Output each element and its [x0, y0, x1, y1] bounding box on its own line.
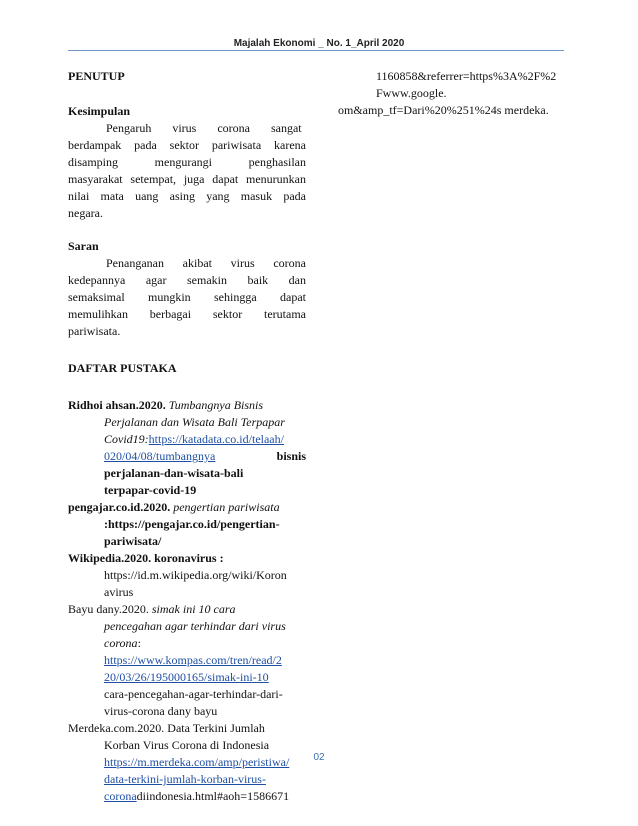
ref-title-cont: Perjalanan dan Wisata Bali Terpapar	[104, 415, 285, 429]
ref-link[interactable]: https://m.merdeka.com/amp/peristiwa/	[104, 755, 290, 769]
saran-line-1: Penanganan akibat virus corona	[106, 256, 306, 270]
ref-continuation-line: Fwww.google.	[376, 86, 447, 100]
ref-author: pengajar.co.id.2020.	[68, 500, 171, 514]
ref-url-text: virus-corona dany bayu	[104, 704, 218, 718]
ref-title-cont: Covid19:	[104, 432, 149, 446]
kesimpulan-line-4: masyarakat setempat, juga dapat menurunkan	[68, 172, 306, 186]
ref-title: Tumbangnya Bisnis	[168, 398, 264, 412]
ref-colon: :	[137, 636, 141, 650]
ref-url-text: :https://pengajar.co.id/pengertian-	[104, 517, 280, 531]
saran-line-5: pariwisata.	[68, 324, 121, 338]
ref-title: pengertian pariwisata	[173, 500, 280, 514]
ref-url-text: https://id.m.wikipedia.org/wiki/Koron	[104, 568, 287, 582]
right-column	[318, 68, 566, 119]
saran-line-4: memulihkan berbagai sektor terutama	[68, 307, 306, 321]
ref-link[interactable]: 020/04/08/tumbangnya	[104, 449, 216, 463]
ref-author: Merdeka.com.2020. Data Terkini Jumlah	[68, 721, 265, 735]
kesimpulan-line-1: Pengaruh virus corona sangat	[106, 121, 302, 135]
reference-wikipedia	[68, 550, 306, 601]
kesimpulan-line-3: disamping mengurangi penghasilan	[68, 155, 306, 169]
kesimpulan-line-2: berdampak pada sektor pariwisata karena	[68, 138, 306, 152]
ref-author: Ridhoi ahsan.2020.	[68, 398, 166, 412]
running-header: Majalah Ekonomi _ No. 1_April 2020	[233, 38, 405, 49]
ref-bold-text: perjalanan-dan-wisata-bali	[104, 466, 244, 480]
ref-author: Wikipedia.2020. koronavirus :	[68, 551, 224, 565]
ref-link[interactable]: https://www.kompas.com/tren/read/2	[104, 653, 282, 667]
ref-link[interactable]: 20/03/26/195000165/simak-ini-10	[104, 670, 269, 684]
ref-continuation-line: om&amp_tf=Dari%20%251%24s merdeka.	[338, 103, 549, 117]
ref-title-cont: pencegahan agar terhindar dari virus	[104, 619, 286, 633]
ref-url-text: cara-pencegahan-agar-terhindar-dari-	[104, 687, 283, 701]
saran-paragraph	[68, 255, 306, 340]
kesimpulan-line-5: nilai mata uang asing yang masuk pada	[68, 189, 306, 203]
ref-bold-text: bisnis	[276, 449, 306, 463]
ref-link[interactable]: https://katadata.co.id/telaah/	[148, 432, 284, 446]
ref-url-text: pariwisata/	[104, 534, 162, 548]
ref-link[interactable]: data-terkini-jumlah-korban-virus-	[104, 772, 266, 786]
ref-title: simak ini 10 cara	[151, 602, 236, 616]
page-number: 02	[313, 752, 325, 763]
ref-link[interactable]: corona	[104, 789, 137, 803]
saran-line-3: semaksimal mungkin sehingga dapat	[68, 290, 306, 304]
ref-continuation-line: 1160858&referrer=https%3A%2F%2	[376, 69, 557, 83]
ref-author: Bayu dany.2020.	[68, 602, 149, 616]
kesimpulan-paragraph	[68, 120, 306, 222]
ref-bold-text: terpapar-covid-19	[104, 483, 197, 497]
subheading-kesimpulan: Kesimpulan	[68, 104, 131, 118]
saran-line-2: kedepannya agar semakin baik dan	[68, 273, 306, 287]
kesimpulan-line-6: negara.	[68, 206, 103, 220]
subheading-saran: Saran	[68, 239, 99, 253]
reference-bayu-dany	[68, 601, 306, 720]
ref-title-cont: corona	[104, 636, 138, 650]
section-heading-penutup: PENUTUP	[68, 69, 125, 83]
section-heading-daftar-pustaka: DAFTAR PUSTAKA	[68, 361, 177, 375]
reference-pengajar	[68, 499, 306, 550]
ref-url-text: diindonesia.html#aoh=1586671	[136, 789, 290, 803]
left-column	[68, 68, 306, 805]
reference-ridhoi	[68, 397, 306, 499]
ref-url-text: avirus	[104, 585, 134, 599]
header-rule	[68, 50, 564, 51]
ref-title-cont: Korban Virus Corona di Indonesia	[104, 738, 270, 752]
